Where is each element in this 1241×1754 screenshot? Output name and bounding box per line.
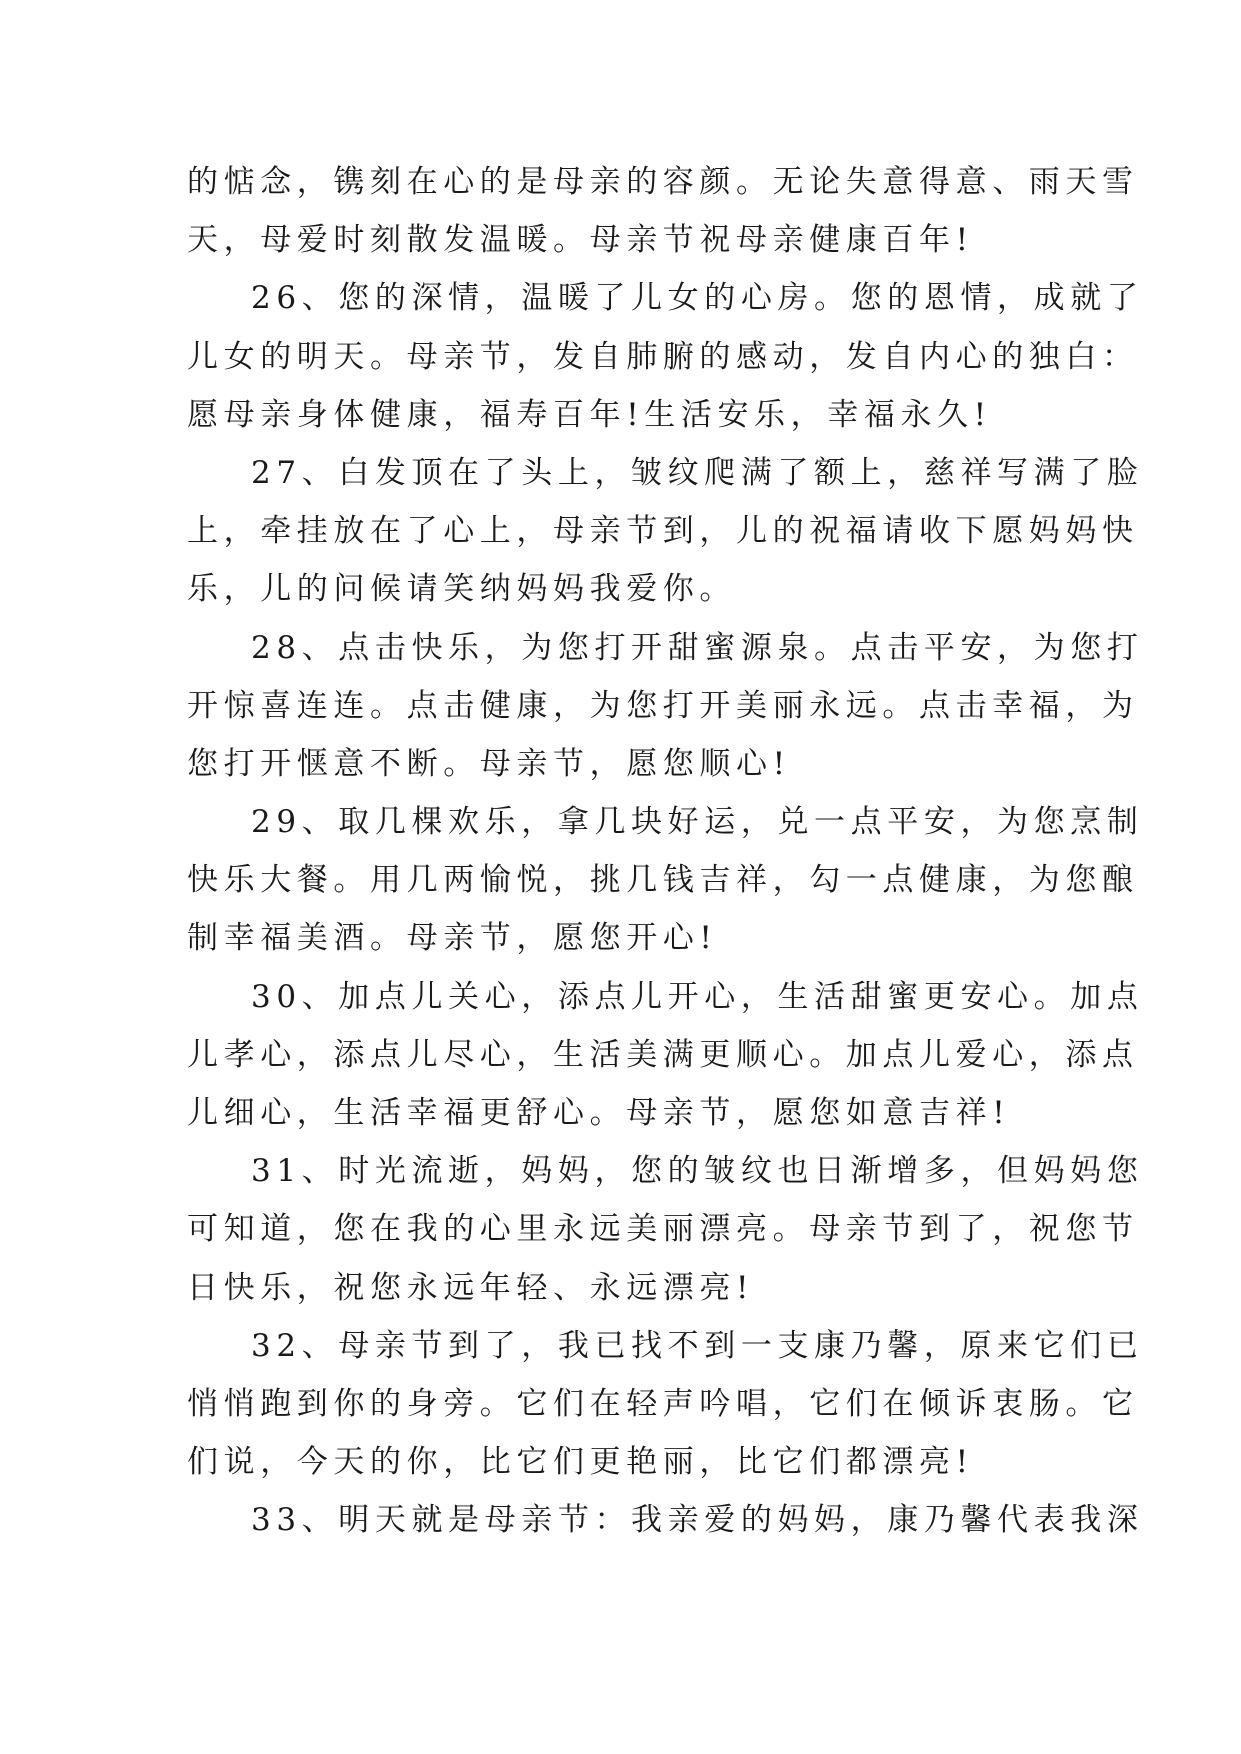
text-line-indented: 32、母亲节到了，我已找不到一支康乃馨，原来它们已: [251, 1327, 1144, 1364]
text-line: 们说，今天的你，比它们更艳丽，比它们都漂亮!: [187, 1444, 974, 1481]
text-line-indented: 26、您的深情，温暖了儿女的心房。您的恩情，成就了: [251, 280, 1144, 317]
text-line: 可知道，您在我的心里永远美丽漂亮。母亲节到了，祝您节: [187, 1211, 1139, 1248]
text-line: 制幸福美酒。母亲节，愿您开心!: [187, 920, 718, 957]
text-line: 开惊喜连连。点击健康，为您打开美丽永远。点击幸福，为: [187, 687, 1139, 724]
text-line: 您打开惬意不断。母亲节，愿您顺心!: [187, 745, 791, 782]
text-line: 上，牵挂放在了心上，母亲节到，儿的祝福请收下愿妈妈快: [187, 513, 1139, 550]
text-line: 悄悄跑到你的身旁。它们在轻声吟唱，它们在倾诉衷肠。它: [187, 1385, 1139, 1422]
text-line: 儿女的明天。母亲节，发自肺腑的感动，发自内心的独白：: [187, 338, 1139, 375]
document-text-body: [187, 153, 1144, 1550]
text-line: 天，母爱时刻散发温暖。母亲节祝母亲健康百年!: [187, 222, 974, 259]
text-line-indented: 33、明天就是母亲节：我亲爱的妈妈，康乃馨代表我深: [251, 1502, 1144, 1539]
text-line: 的惦念，镌刻在心的是母亲的容颜。无论失意得意、雨天雪: [187, 164, 1139, 200]
text-line: 儿细心，生活幸福更舒心。母亲节，愿您如意吉祥!: [187, 1095, 1011, 1131]
text-line-indented: 30、加点儿关心，添点儿开心，生活甜蜜更安心。加点: [251, 978, 1144, 1015]
text-line: 儿孝心，添点儿尽心，生活美满更顺心。加点儿爱心，添点: [187, 1036, 1139, 1073]
text-line-indented: 28、点击快乐，为您打开甜蜜源泉。点击平安，为您打: [251, 629, 1144, 666]
text-line-indented: 27、白发顶在了头上，皱纹爬满了额上，慈祥写满了脸: [251, 454, 1144, 491]
text-line: 乐，儿的问候请笑纳妈妈我爱你。: [187, 571, 736, 608]
text-line: 快乐大餐。用几两愉悦，挑几钱吉祥，勾一点健康，为您酿: [187, 862, 1139, 899]
text-line-indented: 31、时光流逝，妈妈，您的皱纹也日渐增多，但妈妈您: [251, 1153, 1144, 1190]
text-line-indented: 29、取几棵欢乐，拿几块好运，兑一点平安，为您烹制: [251, 804, 1144, 841]
text-line: 愿母亲身体健康，福寿百年!生活安乐，幸福永久!: [187, 396, 992, 433]
text-line: 日快乐，祝您永远年轻、永远漂亮!: [187, 1269, 755, 1306]
